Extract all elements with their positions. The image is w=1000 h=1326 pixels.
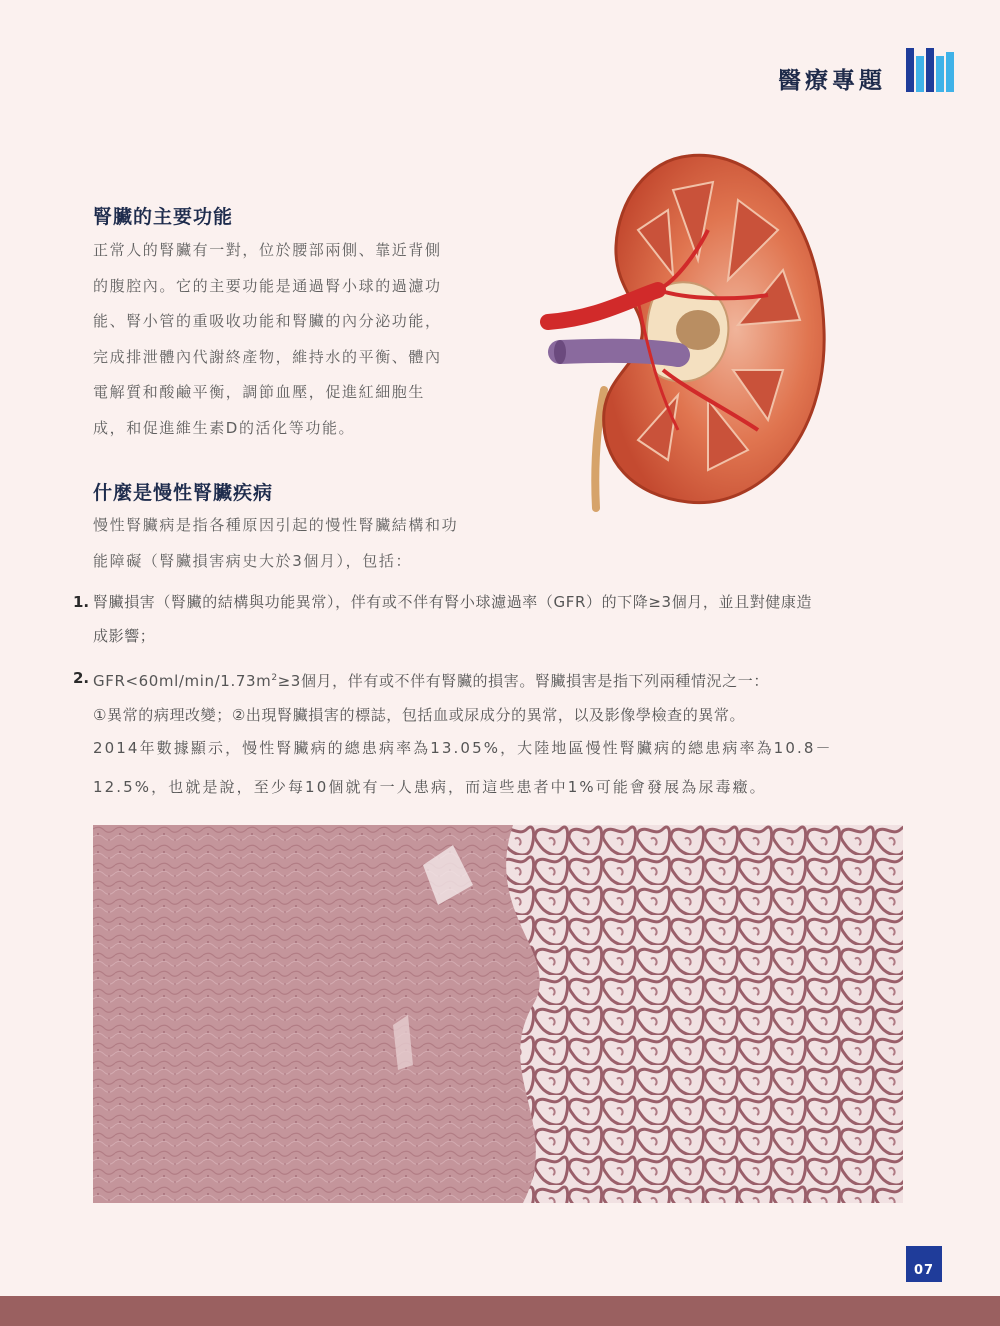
- paragraph-line: 12.5%，也就是說，至少每10個就有一人患病，而這些患者中1%可能會發展為尿毒癥。: [93, 778, 767, 796]
- paragraph-line: 的腹腔內。它的主要功能是通過腎小球的過濾功: [93, 276, 442, 295]
- kidney-functions-paragraph: [93, 233, 493, 446]
- paragraph-line: 能、腎小管的重吸收功能和腎臟的內分泌功能，: [93, 312, 442, 330]
- kidney-cross-section-illustration: [538, 150, 828, 522]
- paragraph-line: 完成排泄體內代謝終產物，維持水的平衡、體內: [93, 347, 442, 366]
- paragraph-line: 正常人的腎臟有一對，位於腰部兩側、靠近背側: [93, 241, 442, 259]
- paragraph-line: 能障礙（腎臟損害病史大於3個月），包括：: [93, 551, 413, 570]
- bar-chart-logo-icon: [906, 48, 956, 92]
- list-item: [73, 585, 918, 653]
- footer-band: [0, 1296, 1000, 1326]
- paragraph-line: 慢性腎臟病是指各種原因引起的慢性腎臟結構和功: [93, 516, 459, 534]
- list-item: [73, 661, 918, 732]
- list-number: 1.: [73, 593, 90, 611]
- statistics-paragraph: [93, 729, 908, 807]
- list-line: 成影響；: [93, 627, 156, 645]
- kidney-tissue-micrograph: [93, 825, 903, 1203]
- section-title-ckd: 什麼是慢性腎臟疾病: [93, 482, 274, 504]
- list-line: ①異常的病理改變；②出現腎臟損害的標誌，包括血或尿成分的異常，以及影像學檢查的異常。: [93, 706, 746, 724]
- list-line: [93, 661, 918, 698]
- paragraph-line: 成，和促進維生素D的活化等功能。: [93, 418, 356, 437]
- ckd-definition-paragraph: [93, 508, 493, 579]
- list-line: 腎臟損害（腎臟的結構與功能異常），伴有或不伴有腎小球濾過率（GFR）的下降≥3個月，並且對健康造: [93, 593, 813, 611]
- superscript: 2: [271, 673, 278, 683]
- list-number: 2.: [73, 669, 90, 687]
- section-title-kidney-functions: 腎臟的主要功能: [93, 206, 234, 228]
- section-header-title: 醫療專題: [778, 68, 886, 94]
- paragraph-line: 2014年數據顯示，慢性腎臟病的總患病率為13.05%，大陸地區慢性腎臟病的總患病率為10.8－: [93, 739, 833, 757]
- page-number-badge: 07: [906, 1246, 942, 1282]
- gfr-formula: GFR<60ml/min/1.73m: [93, 672, 272, 690]
- gfr-text: ≥3個月，伴有或不伴有腎臟的損害。腎臟損害是指下列兩種情況之一：: [277, 672, 769, 690]
- paragraph-line: 電解質和酸鹼平衡，調節血壓，促進紅細胞生: [93, 383, 426, 401]
